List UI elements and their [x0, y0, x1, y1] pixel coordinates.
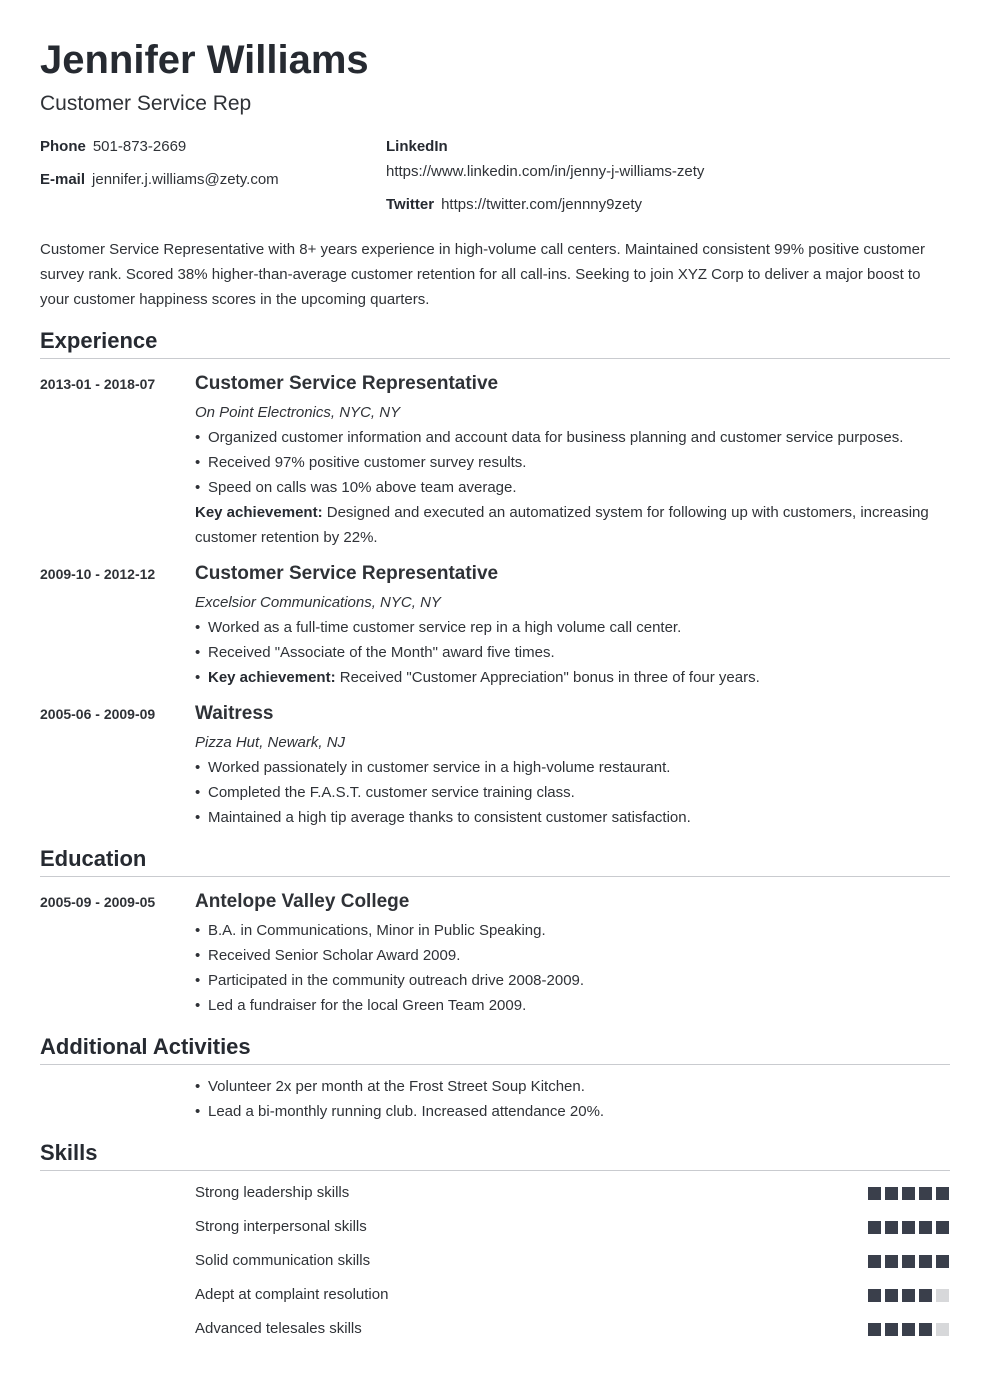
rating-square-filled	[885, 1221, 898, 1234]
rating-square-filled	[919, 1221, 932, 1234]
rating-square-filled	[868, 1289, 881, 1302]
list-item: • Received "Associate of the Month" award five times.	[195, 644, 555, 661]
linkedin-label: LinkedIn	[386, 138, 448, 155]
job-title: Waitress	[195, 703, 274, 724]
twitter-url[interactable]: https://twitter.com/jennny9zety	[441, 196, 642, 213]
list-item: • Maintained a high tip average thanks to consistent customer satisfaction.	[195, 809, 691, 826]
twitter-label: Twitter	[386, 196, 435, 213]
rating-square-filled	[902, 1323, 915, 1336]
profile-summary: Customer Service Representative with 8+ years experience in high-volume call centers. Maintained consistent 99% positive customer survey rank. Scored 38% higher-than-average customer retention for all call-ins. Seeking to join XYZ Corp to deliver a major boost to your customer happiness scores in the upcoming quarters.	[40, 241, 926, 308]
list-item: • Led a fundraiser for the local Green Team 2009.	[195, 997, 527, 1014]
contact-phone	[40, 137, 186, 157]
skill-name: Adept at complaint resolution	[195, 1286, 389, 1303]
key-achievement: Key achievement: Designed and executed an automatized system for following up with customers, increasing customer retention by 22%.	[195, 504, 929, 546]
job-company: Pizza Hut, Newark, NJ	[195, 734, 346, 751]
list-item: • Volunteer 2x per month at the Frost Street Soup Kitchen.	[195, 1078, 585, 1095]
job-dates: 2013-01 - 2018-07	[40, 376, 156, 392]
key-achievement: • Key achievement: Received "Customer Appreciation" bonus in three of four years.	[195, 669, 760, 686]
rating-square-filled	[919, 1255, 932, 1268]
list-item: • Received 97% positive customer survey results.	[195, 454, 527, 471]
skill-rating	[868, 1187, 950, 1200]
rating-square-filled	[936, 1221, 949, 1234]
rating-square-filled	[885, 1187, 898, 1200]
phone-value: 501-873-2669	[92, 138, 187, 155]
rating-square-filled	[868, 1255, 881, 1268]
contact-linkedin-url[interactable]: https://www.linkedin.com/in/jenny-j-williams-zety	[386, 163, 705, 180]
contact-twitter	[386, 195, 642, 215]
rating-square-filled	[902, 1289, 915, 1302]
list-item: • Received Senior Scholar Award 2009.	[195, 947, 461, 964]
list-item: • Completed the F.A.S.T. customer service training class.	[195, 784, 575, 801]
contact-linkedin-label	[386, 137, 455, 157]
education-dates: 2005-09 - 2009-05	[40, 894, 156, 910]
list-item: • B.A. in Communications, Minor in Public Speaking.	[195, 922, 546, 939]
rating-square-filled	[936, 1255, 949, 1268]
contact-email	[40, 170, 279, 190]
email-label: E-mail	[40, 171, 86, 188]
rating-square-empty	[936, 1289, 949, 1302]
rating-square-filled	[902, 1255, 915, 1268]
rating-square-empty	[936, 1323, 949, 1336]
list-item: • Participated in the community outreach drive 2008-2009.	[195, 972, 585, 989]
rating-square-filled	[919, 1289, 932, 1302]
candidate-title: Customer Service Rep	[40, 92, 252, 115]
rating-square-filled	[902, 1221, 915, 1234]
candidate-name: Jennifer Williams	[40, 38, 369, 82]
rating-square-filled	[868, 1323, 881, 1336]
list-item: • Worked passionately in customer service in a high-volume restaurant.	[195, 759, 671, 776]
job-company: On Point Electronics, NYC, NY	[195, 404, 401, 421]
rating-square-filled	[885, 1289, 898, 1302]
phone-label: Phone	[40, 138, 86, 155]
job-title: Customer Service Representative	[195, 373, 499, 394]
rating-square-filled	[868, 1187, 881, 1200]
activities-heading: Additional Activities	[40, 1032, 950, 1065]
key-achievement-label: Key achievement:	[195, 504, 323, 521]
job-title: Customer Service Representative	[195, 563, 499, 584]
key-achievement-label: Key achievement:	[208, 669, 336, 686]
rating-square-filled	[936, 1187, 949, 1200]
rating-square-filled	[885, 1323, 898, 1336]
skill-rating	[868, 1221, 950, 1234]
rating-square-filled	[868, 1221, 881, 1234]
list-item: • Worked as a full-time customer service rep in a high volume call center.	[195, 619, 682, 636]
job-dates: 2009-10 - 2012-12	[40, 566, 156, 582]
skill-rating	[868, 1323, 950, 1336]
job-dates: 2005-06 - 2009-09	[40, 706, 156, 722]
skill-name: Solid communication skills	[195, 1252, 371, 1269]
skill-name: Advanced telesales skills	[195, 1320, 362, 1337]
list-item: • Organized customer information and account data for business planning and customer service purposes.	[195, 429, 904, 446]
rating-square-filled	[902, 1187, 915, 1200]
skills-heading: Skills	[40, 1138, 950, 1171]
education-heading: Education	[40, 844, 950, 877]
school-name: Antelope Valley College	[195, 891, 410, 912]
email-value[interactable]: jennifer.j.williams@zety.com	[92, 171, 279, 188]
list-item: • Speed on calls was 10% above team average.	[195, 479, 517, 496]
experience-heading: Experience	[40, 326, 950, 359]
skill-name: Strong leadership skills	[195, 1184, 350, 1201]
list-item: • Lead a bi-monthly running club. Increased attendance 20%.	[195, 1103, 605, 1120]
skill-rating	[868, 1289, 950, 1302]
rating-square-filled	[885, 1255, 898, 1268]
skill-rating	[868, 1255, 950, 1268]
job-company: Excelsior Communications, NYC, NY	[195, 594, 441, 611]
skill-name: Strong interpersonal skills	[195, 1218, 367, 1235]
rating-square-filled	[919, 1187, 932, 1200]
rating-square-filled	[919, 1323, 932, 1336]
